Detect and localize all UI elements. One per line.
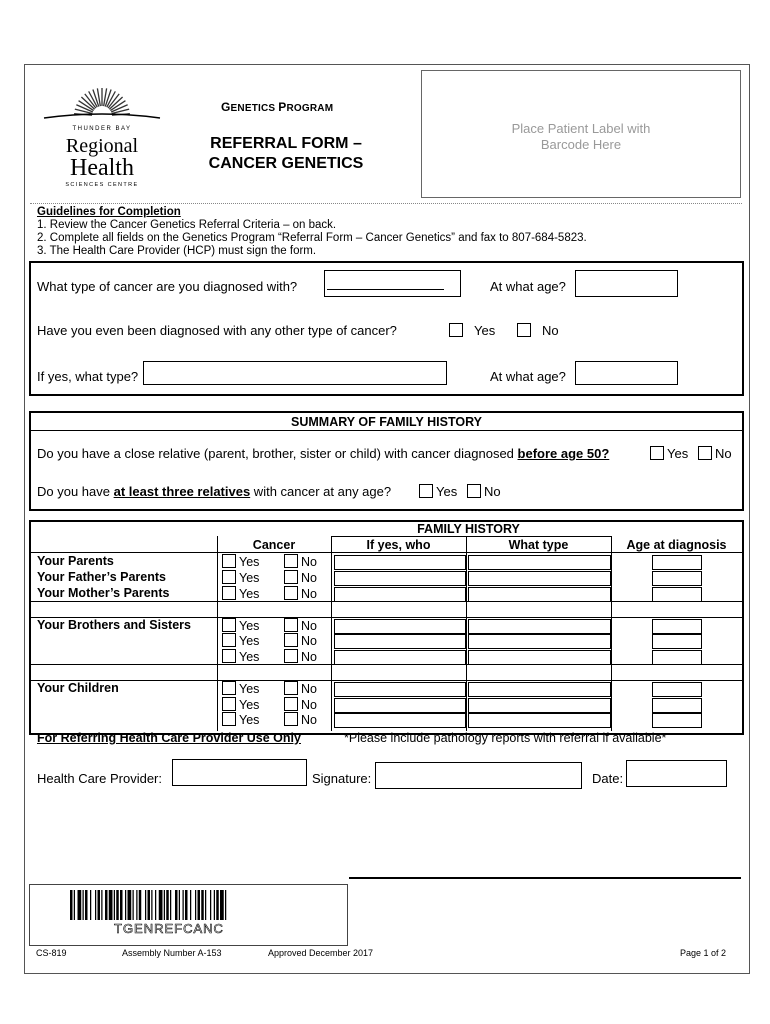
- who-input[interactable]: [334, 619, 466, 634]
- cancer-type-question: What type of cancer are you diagnosed with?: [37, 279, 298, 294]
- barcode-bar: [95, 890, 96, 920]
- barcode-bar: [205, 890, 206, 920]
- cancer-type-underline: [327, 289, 444, 290]
- barcode-bar: [201, 890, 204, 920]
- family-history-heading: FAMILY HISTORY: [417, 522, 520, 536]
- age-input[interactable]: [652, 682, 702, 697]
- close-relative-no[interactable]: No: [698, 446, 732, 461]
- cancer-yes[interactable]: Yes: [222, 712, 259, 727]
- barcode-bar: [70, 890, 73, 920]
- type-input[interactable]: [468, 650, 611, 665]
- age-question-2: At what age?: [490, 369, 566, 384]
- relative-label: Your Children: [37, 681, 119, 695]
- age-input[interactable]: [652, 587, 702, 602]
- type-input[interactable]: [468, 587, 611, 602]
- col-rule: [466, 536, 467, 731]
- checkbox[interactable]: [222, 649, 236, 663]
- col-rule: [611, 536, 612, 731]
- age-input[interactable]: [652, 571, 702, 586]
- barcode-bar: [145, 890, 146, 920]
- cancer-no[interactable]: No: [284, 649, 317, 664]
- checkbox[interactable]: [284, 570, 298, 584]
- guideline-item: 2. Complete all fields on the Genetics Program “Referral Form – Cancer Genetics” and fax to 807-684-5823.: [37, 232, 587, 244]
- who-input[interactable]: [334, 571, 466, 586]
- other-cancer-no[interactable]: No: [517, 323, 559, 338]
- approved-date: Approved December 2017: [268, 948, 374, 958]
- barcode-bar: [125, 890, 126, 920]
- barcode-bar: [128, 890, 132, 920]
- guideline-item: 1. Review the Cancer Genetics Referral Criteria – on back.: [37, 219, 337, 231]
- barcode-bar: [114, 890, 115, 920]
- checkbox[interactable]: [284, 618, 298, 632]
- cancer-no[interactable]: No: [284, 554, 317, 569]
- age-input[interactable]: [652, 619, 702, 634]
- barcode-bar: [164, 890, 165, 920]
- guideline-item: 3. The Health Care Provider (HCP) must sign the form.: [37, 245, 317, 257]
- col-age-header: Age at diagnosis: [626, 538, 727, 552]
- barcode-bar: [198, 890, 201, 920]
- barcode-bar: [101, 890, 102, 920]
- form-title: [201, 134, 371, 174]
- checkbox[interactable]: [284, 697, 298, 711]
- checkbox[interactable]: [284, 649, 298, 663]
- sun-ray: [112, 109, 129, 113]
- barcode-bar: [148, 890, 151, 920]
- cancer-yes[interactable]: Yes: [222, 554, 259, 569]
- relative-label: Your Brothers and Sisters: [37, 618, 191, 632]
- barcode-bar: [159, 890, 163, 920]
- checkbox[interactable]: [517, 323, 531, 337]
- barcode-bar: [220, 890, 224, 920]
- close-relative-yes[interactable]: Yes: [650, 446, 688, 461]
- barcode: [70, 890, 280, 924]
- cancer-no[interactable]: No: [284, 633, 317, 648]
- heading-rule: [331, 536, 611, 537]
- barcode-bar: [120, 890, 123, 920]
- cancer-yes[interactable]: Yes: [222, 633, 259, 648]
- program-name: GENETICS PROGRAM: [221, 100, 334, 114]
- cancer-yes[interactable]: Yes: [222, 618, 259, 633]
- type-input[interactable]: [468, 698, 611, 713]
- hcp-label: Health Care Provider:: [37, 771, 162, 786]
- barcode-bar: [74, 890, 75, 920]
- patient-label-line2: Barcode Here: [540, 137, 622, 152]
- checkbox[interactable]: [284, 712, 298, 726]
- barcode-bar: [98, 890, 101, 920]
- three-relatives-question: Do you have at least three relatives with cancer at any age?: [37, 484, 392, 499]
- col-cancer-header: Cancer: [252, 538, 296, 552]
- cancer-yes[interactable]: Yes: [222, 649, 259, 664]
- barcode-bar: [210, 890, 211, 920]
- barcode-bar: [185, 890, 188, 920]
- barcode-bar: [190, 890, 191, 920]
- type-input[interactable]: [468, 682, 611, 697]
- type-input[interactable]: [468, 619, 611, 634]
- provider-heading: For Referring Health Care Provider Use Only: [37, 731, 301, 745]
- cancer-type-input[interactable]: [324, 270, 461, 297]
- type-input[interactable]: [468, 634, 611, 649]
- assembly-number: Assembly Number A-153: [122, 948, 222, 958]
- barcode-bar: [133, 890, 134, 920]
- cancer-yes[interactable]: Yes: [222, 570, 259, 585]
- form-title-line1: REFERRAL FORM –: [210, 135, 362, 152]
- who-input[interactable]: [334, 698, 466, 713]
- checkbox[interactable]: [222, 570, 236, 584]
- form-title-line2: CANCER GENETICS: [208, 155, 364, 172]
- barcode-bar: [105, 890, 108, 920]
- checkbox[interactable]: [222, 618, 236, 632]
- group-rule: [31, 680, 742, 681]
- checkbox[interactable]: [222, 554, 236, 568]
- pathology-note: *Please include pathology reports with referral if available*: [344, 731, 667, 745]
- cancer-no[interactable]: No: [284, 712, 317, 727]
- if-yes-type-label: If yes, what type?: [37, 369, 139, 384]
- other-cancer-question: Have you even been diagnosed with any other type of cancer?: [37, 323, 397, 338]
- page-frame: [24, 64, 750, 974]
- checkbox[interactable]: [222, 712, 236, 726]
- type-input[interactable]: [468, 571, 611, 586]
- barcode-bar: [175, 890, 178, 920]
- page-number: Page 1 of 2: [680, 948, 727, 958]
- checkbox[interactable]: [284, 586, 298, 600]
- checkbox[interactable]: [419, 484, 433, 498]
- cancer-no[interactable]: No: [284, 586, 317, 601]
- relative-label: Your Mother’s Parents: [37, 586, 170, 600]
- barcode-bar: [195, 890, 196, 920]
- who-input[interactable]: [334, 682, 466, 697]
- logo-sub-text: SCIENCES CENTRE: [65, 182, 139, 188]
- barcode-bar: [136, 890, 137, 920]
- summary-heading: SUMMARY OF FAMILY HISTORY: [291, 415, 482, 429]
- who-input[interactable]: [334, 713, 466, 728]
- header-rule: [31, 552, 742, 553]
- patient-label-line1: Place Patient Label with: [511, 121, 651, 136]
- sun-ray: [75, 109, 92, 113]
- barcode-bar: [109, 890, 113, 920]
- barcode-bar: [90, 890, 91, 920]
- barcode-bar: [216, 890, 219, 920]
- who-input[interactable]: [334, 650, 466, 665]
- cancer-no[interactable]: No: [284, 681, 317, 696]
- col-rule: [217, 536, 218, 731]
- patient-label-box: [421, 70, 741, 198]
- who-input[interactable]: [334, 587, 466, 602]
- regional-health-logo: [42, 82, 162, 192]
- guidelines-heading: Guidelines for Completion: [37, 206, 181, 218]
- hcp-input[interactable]: [172, 759, 307, 786]
- cancer-no[interactable]: No: [284, 697, 317, 712]
- barcode-bar: [83, 890, 84, 920]
- logo-top-text: THUNDER BAY: [72, 126, 132, 132]
- barcode-bar: [116, 890, 119, 920]
- date-input[interactable]: [626, 760, 727, 787]
- three-relatives-yes[interactable]: Yes: [419, 484, 457, 499]
- signature-input[interactable]: [375, 762, 582, 789]
- checkbox[interactable]: [222, 681, 236, 695]
- age-input[interactable]: [652, 650, 702, 665]
- age-question: At what age?: [490, 279, 566, 294]
- barcode-text: TGENREFCANC: [114, 921, 224, 936]
- type-input[interactable]: [468, 555, 611, 570]
- divider: [30, 203, 742, 204]
- checkbox[interactable]: [467, 484, 481, 498]
- checkbox[interactable]: [284, 554, 298, 568]
- checkbox[interactable]: [222, 633, 236, 647]
- age-input-2[interactable]: [575, 361, 678, 385]
- cancer-no[interactable]: No: [284, 618, 317, 633]
- age-input[interactable]: [652, 555, 702, 570]
- checkbox[interactable]: [222, 586, 236, 600]
- cancer-yes[interactable]: Yes: [222, 697, 259, 712]
- age-input[interactable]: [652, 634, 702, 649]
- barcode-bar: [183, 890, 184, 920]
- age-input[interactable]: [575, 270, 678, 297]
- relative-label: Your Parents: [37, 554, 114, 568]
- barcode-bar: [214, 890, 215, 920]
- barcode-bar: [155, 890, 156, 920]
- barcode-bar: [179, 890, 180, 920]
- logo-name2: Health: [70, 155, 134, 181]
- barcode-bar: [85, 890, 88, 920]
- form-code: CS-819: [36, 948, 67, 958]
- guidelines: [37, 206, 587, 258]
- type-input[interactable]: [468, 713, 611, 728]
- relative-label: Your Father’s Parents: [37, 570, 166, 584]
- close-relative-question: Do you have a close relative (parent, brother, sister or child) with cancer diagnosed before age 50?: [37, 446, 610, 461]
- date-label: Date:: [592, 771, 624, 786]
- summary-heading-rule: [31, 430, 742, 431]
- who-input[interactable]: [334, 634, 466, 649]
- checkbox[interactable]: [698, 446, 712, 460]
- barcode-bar: [78, 890, 82, 920]
- cancer-yes[interactable]: Yes: [222, 586, 259, 601]
- barcode-bar: [225, 890, 226, 920]
- sunrise-icon: [74, 88, 130, 115]
- col-type-header: What type: [508, 538, 569, 552]
- age-input[interactable]: [652, 713, 702, 728]
- signature-label: Signature:: [312, 771, 372, 786]
- barcode-bar: [166, 890, 169, 920]
- barcode-bar: [139, 890, 142, 920]
- bottom-rule: [349, 877, 741, 879]
- checkbox[interactable]: [650, 446, 664, 460]
- other-type-input[interactable]: [143, 361, 447, 385]
- other-cancer-yes[interactable]: Yes: [449, 323, 495, 338]
- col-who-header: If yes, who: [366, 538, 431, 552]
- checkbox[interactable]: [449, 323, 463, 337]
- logo-name1: Regional: [65, 135, 139, 157]
- three-relatives-no[interactable]: No: [467, 484, 501, 499]
- checkbox[interactable]: [284, 681, 298, 695]
- cancer-no[interactable]: No: [284, 570, 317, 585]
- col-rule: [331, 536, 332, 731]
- cancer-yes[interactable]: Yes: [222, 681, 259, 696]
- barcode-bar: [170, 890, 171, 920]
- checkbox[interactable]: [284, 633, 298, 647]
- who-input[interactable]: [334, 555, 466, 570]
- checkbox[interactable]: [222, 697, 236, 711]
- barcode-bar: [151, 890, 152, 920]
- age-input[interactable]: [652, 698, 702, 713]
